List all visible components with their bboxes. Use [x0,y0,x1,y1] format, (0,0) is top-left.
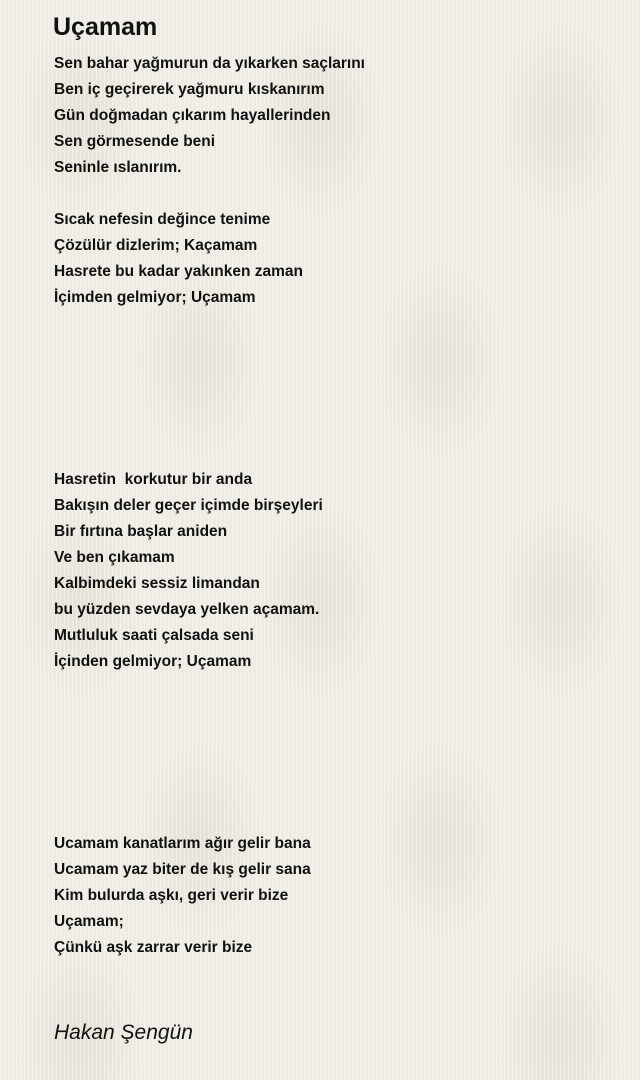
stanza-gap [54,389,365,415]
stanza-gap [54,779,365,805]
stanza-gap [54,805,365,831]
poem-line: Ben iç geçirerek yağmuru kıskanırım [54,81,325,98]
poem-line: Sıcak nefesin değince tenime [54,211,271,228]
stanza-gap [54,311,365,337]
poem-line: Kim bulurda aşkı, geri verir bize [54,887,289,904]
poem-line: Bakışın deler geçer içimde birşeyleri [54,497,323,514]
poem-line: Bir fırtına başlar aniden [54,523,228,540]
stanza-gap [54,441,365,467]
poem-line: Çünkü aşk zarrar verir bize [54,939,253,956]
stanza-gap [54,753,365,779]
poem-line: Sen bahar yağmurun da yıkarken saçlarını [54,55,365,72]
poem-title: Uçamam [53,13,158,41]
stanza-gap [54,727,365,753]
poem-line: Hasrete bu kadar yakınken zaman [54,263,303,280]
author-name: Hakan Şengün [54,1021,193,1044]
poem-line: Çözülür dizlerim; Kaçamam [54,237,258,254]
stanza-gap [54,701,365,727]
poem-line: Gün doğmadan çıkarım hayallerinden [54,107,331,124]
poem-line: Ucamam kanatlarım ağır gelir bana [54,835,311,852]
stanza-gap [54,363,365,389]
poem-line: Ucamam yaz biter de kış gelir sana [54,861,311,878]
poem-line: Ve ben çıkamam [54,549,175,566]
poem-line: bu yüzden sevdaya yelken açamam. [54,601,320,618]
stanza-gap [54,181,365,207]
poem-line: İçinden gelmiyor; Uçamam [54,653,252,670]
stanza-gap [54,675,365,701]
poem-line: Mutluluk saati çalsada seni [54,627,254,644]
poem-line: Uçamam; [54,913,124,930]
poem-line: Seninle ıslanırım. [54,159,182,176]
poem-body [54,51,365,961]
poem-line: Hasretin korkutur bir anda [54,471,253,488]
poem-line: Sen görmesende beni [54,133,216,150]
stanza-gap [54,415,365,441]
stanza-gap [54,337,365,363]
poem-line: Kalbimdeki sessiz limandan [54,575,260,592]
poem-line: İçimden gelmiyor; Uçamam [54,289,256,306]
